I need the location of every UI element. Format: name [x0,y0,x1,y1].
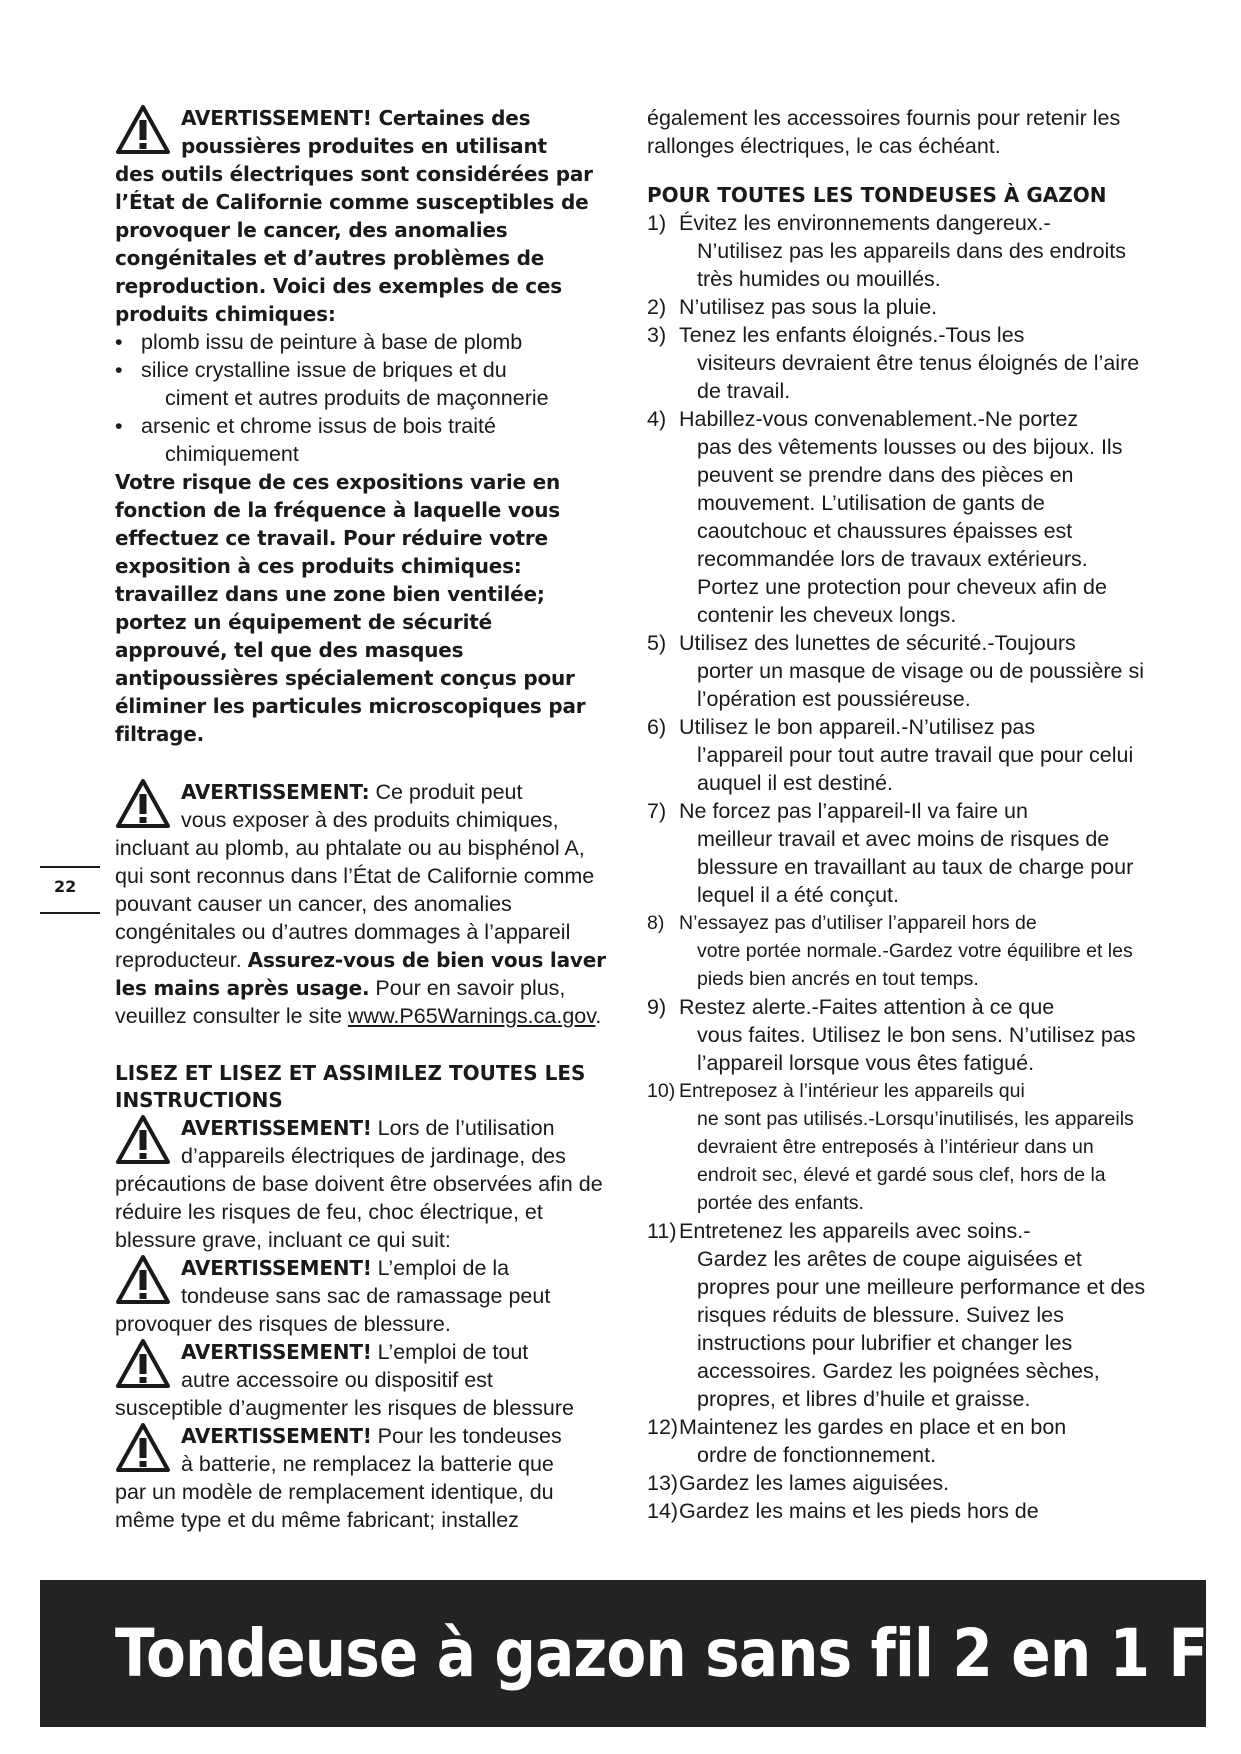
list-item: 7) Ne forcez pas l’appareil-Il va faire un meilleur travail et avec moins de risques de blessure en travaillant au taux de charge pour lequel il a été conçut. [647,799,1134,907]
warning-triangle-icon [115,778,171,830]
footer-banner [40,1580,1206,1727]
page-number-rule-bottom [40,912,100,914]
intro-text: également les accessoires fournis pour retenir les rallonges électriques, le cas échéant. [647,106,1121,158]
section-heading-instructions: LISEZ ET LISEZ ET ASSIMILEZ TOUTES LES INSTRUCTIONS [115,1061,586,1112]
section-heading-mowers: POUR TOUTES LES TONDEUSES À GAZON [647,183,1107,207]
footer-title: Tondeuse à gazon sans fil 2 en 1 F [115,1615,1208,1692]
warning-no-bag: AVERTISSEMENT! L’emploi de la tondeuse sans sac de ramassage peut provoquer des risques de blessure. [115,1256,551,1336]
list-item: • arsenic et chrome issus de bois traité chimiquement [115,414,496,466]
warning-dust [115,104,610,748]
right-column [647,104,1147,1525]
list-item: 13) Gardez les lames aiguisées. [647,1471,950,1495]
warning-battery: AVERTISSEMENT! Pour les tondeuses à batterie, ne remplacez la batterie que par un modèle de remplacement identique, du même type et du même fabricant; installez [115,1424,562,1532]
list-item: 1) Évitez les environnements dangereux.- N’utilisez pas les appareils dans des endroits très humides ou mouillés. [647,211,1127,291]
warning-dust-title: AVERTISSEMENT! Certaines des [181,106,531,130]
warning-triangle-icon [115,1114,171,1166]
list-item: 9) Restez alerte.-Faites attention à ce que vous faites. Utilisez le bon sens. N’utilisez pas l’appareil lorsque vous êtes fatigué. [647,995,1136,1075]
list-item: 14) Gardez les mains et les pieds hors de [647,1499,1039,1523]
list-item: 12) Maintenez les gardes en place et en bon ordre de fonctionnement. [647,1415,1067,1467]
list-item: 3) Tenez les enfants éloignés.-Tous les visiteurs devraient être tenus éloignés de l’aire de travail. [647,323,1140,403]
list-item: • plomb issu de peinture à base de plomb [115,330,523,354]
chemicals-list [115,328,610,468]
wash-hands-note: Assurez-vous de bien vous laver les mains après usage. [115,948,606,1000]
warning-triangle-icon [115,1254,171,1306]
warning-accessories: AVERTISSEMENT! L’emploi de tout autre accessoire ou dispositif est susceptible d’augmenter les risques de blessure [115,1340,574,1420]
list-item: 11) Entretenez les appareils avec soins.- Gardez les arêtes de coupe aiguisées et propres pour une meilleure performance et des risques réduits de blessure. Suivez les instructions pour lubrifier et changer les accessoires. Gardez les poignées sèches, propres, et libres d’huile et graisse. [647,1219,1146,1411]
warning-triangle-icon [115,104,171,156]
page-number-rule-top [40,866,100,868]
warning-dust-body: des outils électriques sont considérées par l’État de Californie comme susceptibles de provoquer le cancer, des anomalies congénitales et d’autres problèmes de reproduction. Voici des exemples de ces produits chimiques: [115,162,593,326]
warning-label: AVERTISSEMENT: [181,780,370,804]
list-item: 8) N’essayez pas d’utiliser l’appareil hors de votre portée normale.-Gardez votre équilibre et les pieds bien ancrés en tout temps. [647,912,1133,990]
list-item: 5) Utilisez des lunettes de sécurité.-Toujours porter un masque de visage ou de poussière si l’opération est poussiéreuse. [647,631,1144,711]
warning-garden-tools: AVERTISSEMENT! Lors de l’utilisation d’appareils électriques de jardinage, des précautions de base doivent être observées afin de réduire les risques de feu, choc électrique, et blessure grave, incluant ce qui suit: [115,1116,603,1252]
safety-rules-list [647,209,1147,1525]
warning-triangle-icon [115,1422,171,1474]
page-number: 22 [54,877,77,896]
warning-dust-line2: poussières produites en utilisant [181,134,547,158]
list-item: 6) Utilisez le bon appareil.-N’utilisez pas l’appareil pour tout autre travail que pour celui auquel il est destiné. [647,715,1134,795]
left-column [115,104,610,1534]
warning-triangle-icon [115,1338,171,1390]
warning-prop65: AVERTISSEMENT: Ce produit peut vous exposer à des produits chimiques, incluant au plomb, au phtalate ou au bisphénol A, qui sont reconnus dans l’État de Californie comme pouvant causer un cancer, des anomalies congénitales ou d’autres dommages à l’appareil reproducteur. Assurez-vous de bien vous laver les mains après usage. Pour en savoir plus, veuillez consulter le site www.P65Warnings.ca.gov. [115,780,606,1028]
list-item: 2) N’utilisez pas sous la pluie. [647,295,938,319]
p65-warnings-link[interactable]: www.P65Warnings.ca.gov [348,1004,596,1028]
list-item: 4) Habillez-vous convenablement.-Ne portez pas des vêtements lousses ou des bijoux. Ils peuvent se prendre dans des pièces en mouvement. L’utilisation de gants de caoutchouc et chaussures épaisses est recommandée lors de travaux extérieurs. Portez une protection pour cheveux afin de contenir les cheveux longs. [647,407,1123,627]
warning-dust-tail: Votre risque de ces expositions varie en fonction de la fréquence à laquelle vous effectuez ce travail. Pour réduire votre exposition à ces produits chimiques: travaillez dans une zone bien ventilée; portez un équipement de sécurité approuvé, tel que des masques antipoussières spécialement conçus pour éliminer les particules microscopiques par filtrage. [115,470,586,746]
list-item: • silice crystalline issue de briques et du ciment et autres produits de maçonnerie [115,358,549,410]
list-item: 10) Entreposez à l’intérieur les appareils qui ne sont pas utilisés.-Lorsqu’inutilisés, les appareils devraient être entreposés à l’intérieur dans un endroit sec, élevé et gardé sous clef, hors de la portée des enfants. [647,1080,1134,1214]
